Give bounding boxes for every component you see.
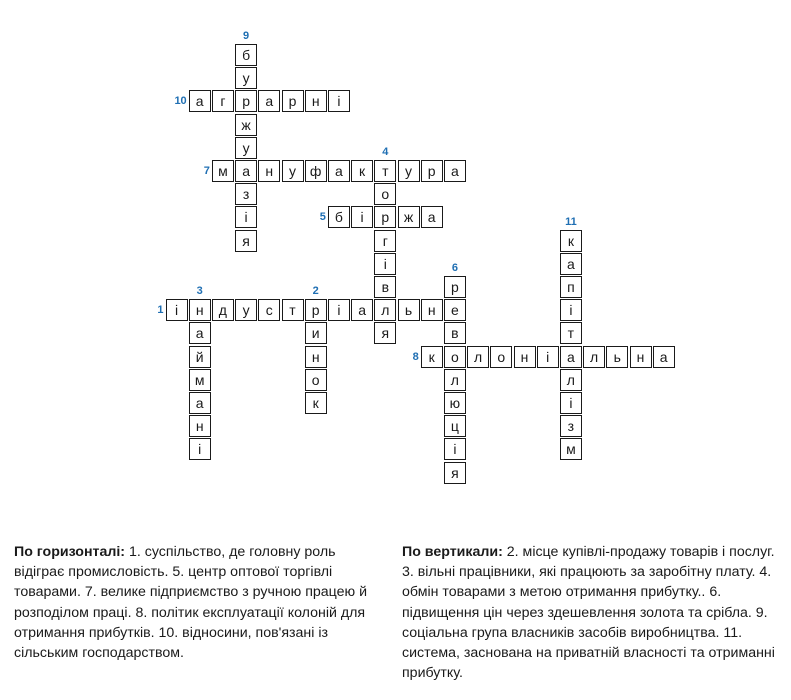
crossword-cell: ж [235,114,257,136]
crossword-cell: р [305,299,327,321]
clues-across-text: 1. суспільство, де головну роль відіграє промисловість. 5. центр оптової торгівлі товарами. 7. велике підприємство з ручною працею й розподілом праці. 8. політик експлуатації колоній для отримання прибутків. 10. відносини, пов'язані із сільським господарством. [14,544,368,662]
crossword-cell: і [328,90,350,112]
crossword-cell: т [560,322,582,344]
crossword-cell: а [189,322,211,344]
crossword-cell: н [305,346,327,368]
crossword-cell: а [421,206,443,228]
crossword-cell: к [305,392,327,414]
crossword-cell: и [305,322,327,344]
crossword-cell: о [374,183,396,205]
crossword-cell: ж [398,206,420,228]
crossword-cell: л [374,299,396,321]
crossword-cell: р [421,160,443,182]
crossword-cell: я [374,322,396,344]
crossword-cell: м [189,369,211,391]
crossword-cell: л [467,346,489,368]
crossword-cell: я [444,462,466,484]
crossword-cell: ь [398,299,420,321]
crossword-cell: р [444,276,466,298]
clue-number-11: 11 [565,215,577,228]
crossword-cell: б [235,44,257,66]
crossword-cell: а [560,346,582,368]
crossword-cell: н [189,415,211,437]
crossword-cell: с [258,299,280,321]
clue-number-1: 1 [157,304,164,317]
crossword-cell: о [444,346,466,368]
clue-number-8: 8 [412,350,419,363]
crossword-cell: г [212,90,234,112]
clue-number-10: 10 [174,95,187,108]
crossword-cell: а [189,392,211,414]
clues-down-title: По вертикали: [402,544,503,560]
crossword-cell: л [444,369,466,391]
crossword-cell: у [398,160,420,182]
crossword-cell: а [258,90,280,112]
crossword-cell: а [444,160,466,182]
crossword-cell: н [421,299,443,321]
crossword-cell: а [653,346,675,368]
crossword-cell: д [212,299,234,321]
crossword-cell: н [258,160,280,182]
crossword-cell: в [374,276,396,298]
clue-number-9: 9 [243,29,250,42]
crossword-cell: і [235,206,257,228]
crossword-cell: а [328,160,350,182]
crossword-cell: в [444,322,466,344]
crossword-cell: м [560,438,582,460]
crossword-cell: і [560,392,582,414]
crossword-cell: я [235,230,257,252]
crossword-cell: р [374,206,396,228]
crossword-cell: ь [606,346,628,368]
crossword-cell: і [444,438,466,460]
crossword-cell: ю [444,392,466,414]
crossword-cell: к [560,230,582,252]
crossword-cell: к [421,346,443,368]
crossword-cell: і [351,206,373,228]
crossword-cell: т [374,160,396,182]
crossword-cell: у [235,67,257,89]
crossword-cell: а [189,90,211,112]
crossword-cell: і [537,346,559,368]
crossword-cell: г [374,230,396,252]
crossword-cell: ф [305,160,327,182]
crossword-cell: н [189,299,211,321]
crossword-cell: е [444,299,466,321]
clue-number-4: 4 [382,145,389,158]
crossword-cell: і [374,253,396,275]
crossword-cell: р [235,90,257,112]
clues-down-text: 2. місце купівлі-продажу товарів і послуг. 3. вільні працівники, які працюють за заробітну плату. 4. обмін товарами з метою отримання прибутку.. 6. підвищення цін через здешевлення золота та срібла. 9. соціальна група власників засобів виробництва. 11. система, заснована на приватній власності та отриманні прибутку. [402,544,775,682]
crossword-cell: і [328,299,350,321]
crossword-cell: і [189,438,211,460]
clue-number-5: 5 [319,211,326,224]
clue-number-2: 2 [312,285,319,298]
crossword-cell: л [560,369,582,391]
crossword-cell: о [490,346,512,368]
clue-number-3: 3 [196,285,203,298]
crossword-cell: р [282,90,304,112]
crossword-cell: з [560,415,582,437]
crossword-cell: л [583,346,605,368]
clues-across-title: По горизонталі: [14,544,126,560]
crossword-cell: п [560,276,582,298]
clues-across [14,542,386,663]
crossword-cell: б [328,206,350,228]
crossword-cell: н [630,346,652,368]
clue-number-6: 6 [451,261,458,274]
crossword-cell: у [235,137,257,159]
crossword-cell: а [351,299,373,321]
crossword-cell: н [514,346,536,368]
clues-down [402,542,780,683]
crossword-cell: н [305,90,327,112]
crossword-cell: і [166,299,188,321]
clue-number-7: 7 [203,164,210,177]
crossword-cell: з [235,183,257,205]
crossword-cell: а [560,253,582,275]
crossword-cell: о [305,369,327,391]
crossword-cell: й [189,346,211,368]
crossword-cell: ц [444,415,466,437]
crossword-cell: у [282,160,304,182]
crossword-cell: м [212,160,234,182]
crossword-cell: у [235,299,257,321]
crossword-cell: а [235,160,257,182]
crossword-cell: к [351,160,373,182]
crossword-cell: т [282,299,304,321]
crossword-cell: і [560,299,582,321]
